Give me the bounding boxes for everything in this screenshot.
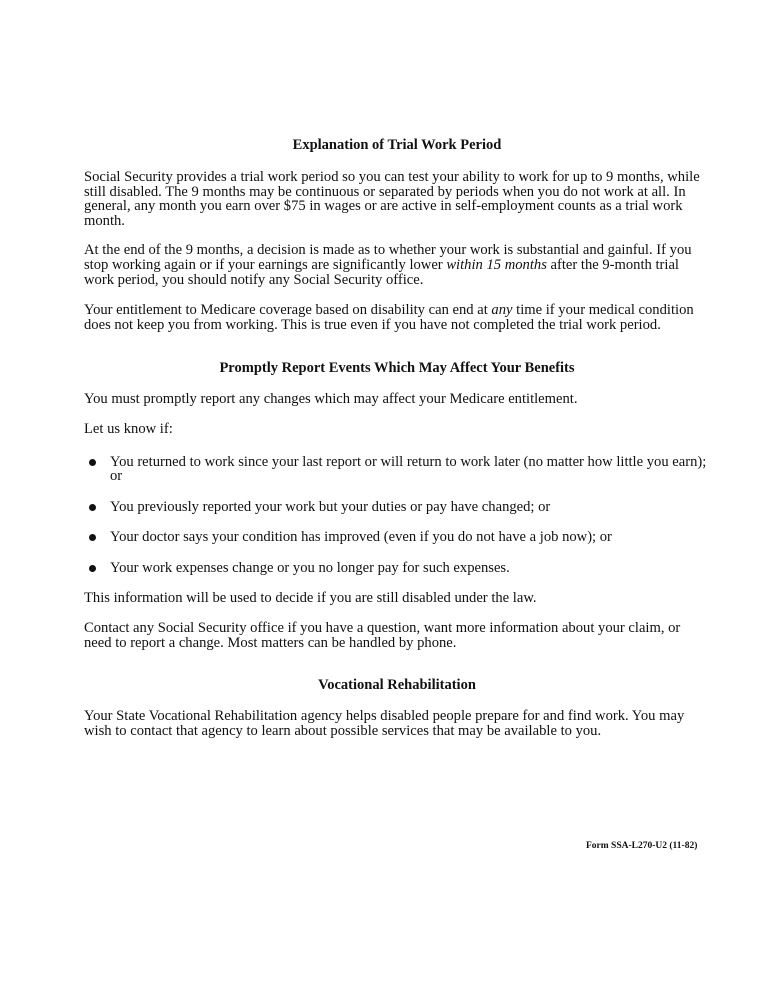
text-run: time if your medical condition does not keep you from working. This is true even if you have not completed the trial work period. — [84, 302, 694, 333]
heading-trial-work-period: Explanation of Trial Work Period — [292, 137, 502, 153]
paragraph-contact-office: Contact any Social Security office if you have a question, want more information about your claim, or need to report a change. Most matters can be handled by phone. — [84, 620, 681, 651]
paragraph-medicare-entitlement — [84, 303, 710, 332]
bullet-icon — [89, 504, 96, 511]
text-run: after the 9-month trial work period, you should notify any Social Security office. — [84, 256, 679, 288]
document-body — [84, 130, 710, 738]
heading-vocational-rehabilitation: Vocational Rehabilitation — [318, 677, 476, 694]
heading-report-events: Promptly Report Events Which May Affect Your Benefits — [219, 360, 575, 377]
bullet-icon — [89, 534, 96, 541]
paragraph-information-use: This information will be used to decide if you are still disabled under the law. — [84, 589, 537, 606]
paragraph-report-changes: You must promptly report any changes which may affect your Medicare entitlement. — [84, 391, 578, 408]
list-item — [84, 530, 710, 545]
text-run: Your entitlement to Medicare coverage based on disability can end at — [84, 302, 492, 319]
list-item — [84, 500, 710, 515]
list-item-text: You previously reported your work but your duties or pay have changed; or — [110, 498, 551, 515]
emphasis-any: any — [491, 302, 513, 319]
bullet-icon — [89, 565, 96, 572]
list-item — [84, 561, 710, 576]
list-item-text: You returned to work since your last report or will return to work later (no matter how little you earn); or — [110, 453, 707, 485]
bullet-icon — [89, 459, 96, 466]
list-item-text: Your doctor says your condition has improved (even if you do not have a job now); or — [110, 529, 612, 546]
emphasis-within-15-months: within 15 months — [446, 256, 547, 273]
form-number: Form SSA-L270-U2 (11-82) — [586, 841, 698, 851]
paragraph-vocational-agency: Your State Vocational Rehabilitation agency helps disabled people prepare for and find work. You may wish to contact that agency to learn about possible services that may be available to you. — [84, 708, 685, 739]
text-run: At the end of the 9 months, a decision is made as to whether your work is substantial and gainful. If you stop working again or if your earnings are significantly lower — [84, 242, 692, 273]
paragraph-trial-work-decision — [84, 243, 710, 287]
paragraph-trial-work-intro: Social Security provides a trial work period so you can test your ability to work for up to 9 months, while still disabled. The 9 months may be continuous or separated by periods when you do not work at all. In general, any month you earn over $75 in wages or are active in self-employment counts as a trial work month. — [84, 169, 700, 229]
paragraph-let-us-know: Let us know if: — [84, 420, 173, 437]
list-item-text: Your work expenses change or you no longer pay for such expenses. — [110, 559, 510, 576]
report-events-list — [84, 455, 710, 576]
list-item — [84, 455, 710, 484]
